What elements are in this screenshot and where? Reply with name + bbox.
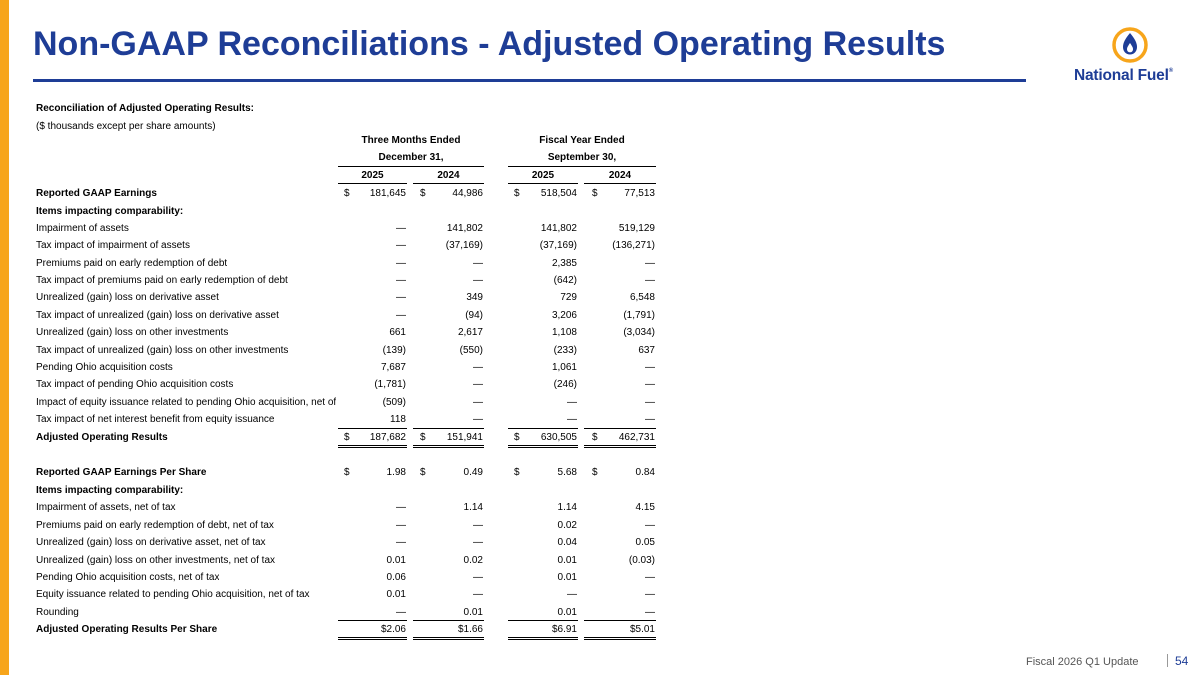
row-label: Reported GAAP Earnings bbox=[36, 188, 157, 199]
table-cell: — bbox=[473, 275, 483, 286]
row-label: Adjusted Operating Results Per Share bbox=[36, 624, 218, 635]
table-cell: — bbox=[396, 607, 406, 618]
table-cell: 0.84 bbox=[635, 467, 655, 478]
group2-header-line2: September 30, bbox=[547, 152, 617, 163]
total-double-rule bbox=[338, 637, 407, 640]
table-cell: 1.14 bbox=[463, 502, 483, 513]
row-label: Premiums paid on early redemption of debt bbox=[36, 258, 228, 269]
table-cell: — bbox=[473, 397, 483, 408]
table-cell: — bbox=[396, 502, 406, 513]
table-cell: 77,513 bbox=[624, 188, 655, 199]
company-logo bbox=[1074, 26, 1189, 90]
year-underline bbox=[584, 183, 656, 184]
table-cell: (233) bbox=[553, 345, 577, 356]
currency-symbol: $ bbox=[344, 467, 350, 478]
table-heading: Reconciliation of Adjusted Operating Results: bbox=[36, 103, 254, 114]
table-cell: (246) bbox=[553, 379, 577, 390]
table-cell: — bbox=[396, 292, 406, 303]
total-double-rule bbox=[584, 445, 656, 448]
row-label: Unrealized (gain) loss on derivative asset bbox=[36, 292, 219, 303]
group1-header-line2: December 31, bbox=[378, 152, 444, 163]
subtotal-rule bbox=[508, 428, 578, 429]
table-cell: 2,385 bbox=[551, 258, 577, 269]
year-header: 2024 bbox=[608, 170, 632, 181]
table-cell: — bbox=[396, 240, 406, 251]
currency-symbol: $ bbox=[420, 188, 426, 199]
row-label: Tax impact of unrealized (gain) loss on other investments bbox=[36, 345, 289, 356]
table-subheading: ($ thousands except per share amounts) bbox=[36, 121, 216, 132]
table-cell: 519,129 bbox=[618, 223, 655, 234]
footer-text: Fiscal 2026 Q1 Update bbox=[1026, 656, 1139, 668]
table-cell: — bbox=[473, 520, 483, 531]
table-cell: — bbox=[473, 414, 483, 425]
total-double-rule bbox=[584, 637, 656, 640]
table-row bbox=[0, 534, 700, 551]
total-double-rule bbox=[338, 445, 407, 448]
group2-header-line1: Fiscal Year Ended bbox=[539, 135, 625, 146]
table-cell: — bbox=[473, 258, 483, 269]
table-cell: — bbox=[645, 275, 655, 286]
currency-symbol: $ bbox=[420, 467, 426, 478]
table-row bbox=[0, 342, 700, 359]
table-cell: (139) bbox=[382, 345, 406, 356]
table-row bbox=[0, 586, 700, 603]
table-cell: — bbox=[645, 520, 655, 531]
table-row bbox=[0, 552, 700, 569]
table-row bbox=[0, 203, 700, 220]
table-row bbox=[0, 569, 700, 586]
table-cell: — bbox=[645, 607, 655, 618]
table-cell: $1.66 bbox=[457, 624, 483, 635]
table-cell: 6,548 bbox=[629, 292, 655, 303]
table-cell: — bbox=[645, 414, 655, 425]
row-label: Impairment of assets, net of tax bbox=[36, 502, 176, 513]
table-cell: — bbox=[645, 258, 655, 269]
table-cell: 0.05 bbox=[635, 537, 655, 548]
row-label: Items impacting comparability: bbox=[36, 485, 184, 496]
total-double-rule bbox=[413, 445, 484, 448]
table-cell: — bbox=[396, 310, 406, 321]
row-label: Unrealized (gain) loss on other investments, net of tax bbox=[36, 555, 276, 566]
row-label: Impairment of assets bbox=[36, 223, 129, 234]
table-cell: 141,802 bbox=[446, 223, 483, 234]
year-underline bbox=[508, 183, 578, 184]
table-cell: 637 bbox=[638, 345, 655, 356]
page-title: Non-GAAP Reconciliations - Adjusted Operating Results bbox=[33, 25, 946, 63]
subtotal-rule bbox=[413, 428, 484, 429]
table-row bbox=[0, 429, 700, 446]
table-cell: — bbox=[473, 572, 483, 583]
table-cell: 5.68 bbox=[557, 467, 577, 478]
table-cell: — bbox=[396, 275, 406, 286]
table-cell: 7,687 bbox=[380, 362, 406, 373]
table-cell: 181,645 bbox=[369, 188, 406, 199]
currency-symbol: $ bbox=[344, 432, 350, 443]
table-cell: 151,941 bbox=[446, 432, 483, 443]
row-label: Equity issuance related to pending Ohio acquisition, net of tax bbox=[36, 589, 310, 600]
table-cell: — bbox=[645, 572, 655, 583]
currency-symbol: $ bbox=[514, 188, 520, 199]
table-cell: 661 bbox=[389, 327, 406, 338]
row-label: Tax impact of impairment of assets bbox=[36, 240, 190, 251]
group2-underline bbox=[508, 166, 656, 167]
currency-symbol: $ bbox=[514, 467, 520, 478]
subtotal-rule bbox=[584, 620, 656, 621]
table-cell: — bbox=[645, 397, 655, 408]
table-cell: 1.98 bbox=[386, 467, 406, 478]
row-label: Tax impact of unrealized (gain) loss on derivative asset bbox=[36, 310, 279, 321]
table-cell: 0.01 bbox=[463, 607, 483, 618]
table-cell: — bbox=[396, 258, 406, 269]
total-double-rule bbox=[413, 637, 484, 640]
table-cell: — bbox=[473, 379, 483, 390]
table-row bbox=[0, 307, 700, 324]
table-cell: 0.04 bbox=[557, 537, 577, 548]
table-cell: 349 bbox=[466, 292, 483, 303]
subtotal-rule bbox=[413, 620, 484, 621]
table-cell: 0.01 bbox=[386, 555, 406, 566]
table-row bbox=[0, 621, 700, 638]
footer-separator bbox=[1167, 654, 1168, 667]
table-row bbox=[0, 394, 700, 411]
table-cell: (94) bbox=[465, 310, 483, 321]
table-cell: (0.03) bbox=[628, 555, 655, 566]
table-row bbox=[0, 272, 700, 289]
table-cell: 1.14 bbox=[557, 502, 577, 513]
table-cell: (37,169) bbox=[445, 240, 483, 251]
currency-symbol: $ bbox=[592, 467, 598, 478]
row-label: Pending Ohio acquisition costs bbox=[36, 362, 173, 373]
table-cell: (3,034) bbox=[623, 327, 655, 338]
table-cell: 0.02 bbox=[557, 520, 577, 531]
table-row bbox=[0, 237, 700, 254]
table-cell: 0.01 bbox=[557, 555, 577, 566]
row-label: Tax impact of premiums paid on early redemption of debt bbox=[36, 275, 288, 286]
subtotal-rule bbox=[338, 428, 407, 429]
group1-header-line1: Three Months Ended bbox=[361, 135, 461, 146]
table-cell: — bbox=[396, 223, 406, 234]
table-row bbox=[0, 411, 700, 428]
currency-symbol: $ bbox=[420, 432, 426, 443]
row-label: Pending Ohio acquisition costs, net of tax bbox=[36, 572, 220, 583]
table-cell: (37,169) bbox=[539, 240, 577, 251]
year-underline bbox=[413, 183, 484, 184]
table-cell: — bbox=[645, 589, 655, 600]
table-cell: 0.01 bbox=[557, 607, 577, 618]
table-row bbox=[0, 604, 700, 621]
table-cell: — bbox=[645, 379, 655, 390]
table-cell: 44,986 bbox=[452, 188, 483, 199]
table-cell: 0.49 bbox=[463, 467, 483, 478]
row-label: Items impacting comparability: bbox=[36, 206, 184, 217]
table-row bbox=[0, 220, 700, 237]
group1-underline bbox=[338, 166, 484, 167]
table-row bbox=[0, 289, 700, 306]
table-cell: 187,682 bbox=[369, 432, 406, 443]
subtotal-rule bbox=[338, 620, 407, 621]
table-cell: 1,061 bbox=[551, 362, 577, 373]
currency-symbol: $ bbox=[344, 188, 350, 199]
table-row bbox=[0, 517, 700, 534]
table-cell: 729 bbox=[560, 292, 577, 303]
flame-logo-icon bbox=[1111, 26, 1149, 64]
table-cell: 3,206 bbox=[551, 310, 577, 321]
table-cell: 0.02 bbox=[463, 555, 483, 566]
table-cell: $2.06 bbox=[380, 624, 406, 635]
table-row bbox=[0, 185, 700, 202]
table-row bbox=[0, 464, 700, 481]
row-label: Unrealized (gain) loss on derivative asset, net of tax bbox=[36, 537, 266, 548]
page-number: 54 bbox=[1175, 654, 1189, 668]
subtotal-rule bbox=[584, 428, 656, 429]
row-label: Unrealized (gain) loss on other investments bbox=[36, 327, 229, 338]
table-cell: — bbox=[567, 589, 577, 600]
currency-symbol: $ bbox=[592, 188, 598, 199]
table-cell: (136,271) bbox=[612, 240, 655, 251]
table-cell: 518,504 bbox=[540, 188, 577, 199]
row-label: Reported GAAP Earnings Per Share bbox=[36, 467, 207, 478]
currency-symbol: $ bbox=[592, 432, 598, 443]
total-double-rule bbox=[508, 445, 578, 448]
table-row bbox=[0, 376, 700, 393]
table-cell: 1,108 bbox=[551, 327, 577, 338]
subtotal-rule bbox=[508, 620, 578, 621]
table-cell: — bbox=[396, 537, 406, 548]
table-row bbox=[0, 499, 700, 516]
table-cell: — bbox=[473, 362, 483, 373]
year-underline bbox=[338, 183, 407, 184]
row-label: Premiums paid on early redemption of debt, net of tax bbox=[36, 520, 274, 531]
table-cell: (642) bbox=[553, 275, 577, 286]
table-cell: 462,731 bbox=[618, 432, 655, 443]
table-cell: — bbox=[567, 397, 577, 408]
table-cell: 4.15 bbox=[635, 502, 655, 513]
table-cell: 0.06 bbox=[386, 572, 406, 583]
table-row bbox=[0, 482, 700, 499]
title-underline bbox=[33, 79, 1026, 82]
table-cell: 0.01 bbox=[386, 589, 406, 600]
row-label: Tax impact of net interest benefit from equity issuance bbox=[36, 414, 275, 425]
table-cell: (509) bbox=[382, 397, 406, 408]
table-cell: (1,791) bbox=[623, 310, 655, 321]
total-double-rule bbox=[508, 637, 578, 640]
row-label: Tax impact of pending Ohio acquisition costs bbox=[36, 379, 234, 390]
table-cell: — bbox=[645, 362, 655, 373]
row-label: Impact of equity issuance related to pending Ohio acquisition, net of bbox=[36, 397, 337, 408]
table-cell: 118 bbox=[390, 414, 406, 425]
table-cell: 141,802 bbox=[540, 223, 577, 234]
year-header: 2025 bbox=[361, 170, 384, 181]
table-cell: — bbox=[473, 589, 483, 600]
row-label: Rounding bbox=[36, 607, 79, 618]
table-row bbox=[0, 324, 700, 341]
table-row bbox=[0, 255, 700, 272]
table-cell: — bbox=[473, 537, 483, 548]
table-row bbox=[0, 359, 700, 376]
logo-wordmark: National Fuel® bbox=[1074, 67, 1173, 84]
year-header: 2024 bbox=[437, 170, 460, 181]
table-cell: 630,505 bbox=[540, 432, 577, 443]
currency-symbol: $ bbox=[514, 432, 520, 443]
table-cell: $6.91 bbox=[551, 624, 577, 635]
table-cell: $5.01 bbox=[629, 624, 655, 635]
table-cell: — bbox=[567, 414, 577, 425]
table-cell: — bbox=[396, 520, 406, 531]
row-label: Adjusted Operating Results bbox=[36, 432, 168, 443]
table-cell: 0.01 bbox=[557, 572, 577, 583]
table-cell: (550) bbox=[459, 345, 483, 356]
table-cell: (1,781) bbox=[374, 379, 406, 390]
year-header: 2025 bbox=[531, 170, 555, 181]
table-cell: 2,617 bbox=[457, 327, 483, 338]
